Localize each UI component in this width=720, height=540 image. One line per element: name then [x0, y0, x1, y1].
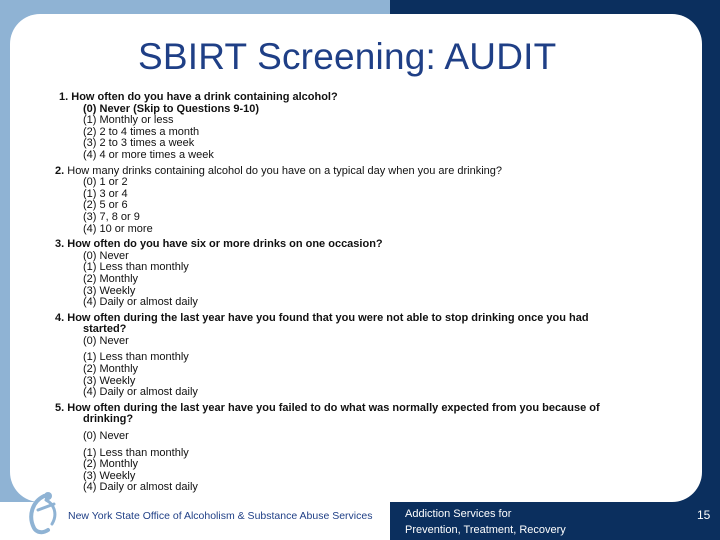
question-4-option: (4) Daily or almost daily: [83, 386, 198, 399]
question-5-option: (1) Less than monthly: [83, 446, 189, 459]
slide-title: SBIRT Screening: AUDIT: [138, 36, 557, 77]
question-4-option: (2) Monthly: [83, 363, 139, 376]
question-5-option: (0) Never: [83, 430, 129, 443]
question-4-text-line2: started?: [83, 323, 127, 336]
question-5-heading: [55, 403, 665, 426]
question-5-text-line1: How often during the last year have you failed to do what was normally expected from you because of: [67, 401, 600, 414]
question-2-option: (0) 1 or 2: [83, 176, 128, 189]
question-2-option: (2) 5 or 6: [83, 199, 128, 212]
question-4-options: [55, 336, 665, 399]
question-4-number: 4.: [55, 311, 65, 324]
question-3-option: (2) Monthly: [83, 272, 139, 285]
question-2-option: (1) 3 or 4: [83, 187, 128, 200]
question-1-option: (2) 2 to 4 times a month: [83, 125, 200, 138]
question-2: [55, 166, 665, 236]
question-3-option: (1) Less than monthly: [83, 261, 189, 274]
question-4-heading: [55, 313, 665, 336]
question-3-heading: [55, 239, 665, 251]
footer-tagline-line1: Addiction Services for: [405, 508, 512, 520]
question-4: [55, 313, 665, 399]
question-4-option: (3) Weekly: [83, 374, 136, 387]
question-1-heading: [55, 92, 665, 104]
question-2-option: (4) 10 or more: [83, 222, 153, 235]
question-2-text: How many drinks containing alcohol do you have on a typical day when you are drinking?: [67, 164, 503, 177]
question-2-option: (3) 7, 8 or 9: [83, 210, 140, 223]
question-5-option: (2) Monthly: [83, 458, 139, 471]
question-2-heading: [55, 166, 665, 178]
question-3-option: (0) Never: [83, 249, 129, 262]
question-3-option: (4) Daily or almost daily: [83, 296, 198, 309]
question-3-option: (3) Weekly: [83, 284, 136, 297]
question-3-options: [55, 251, 665, 309]
question-1-options: [55, 104, 665, 162]
oasas-figure-logo-icon: [24, 490, 64, 536]
audit-questionnaire: [55, 92, 665, 494]
question-5-number: 5.: [55, 401, 65, 414]
question-3: [55, 239, 665, 309]
footer-agency-name: New York State Office of Alcoholism & Substance Abuse Services: [68, 510, 373, 522]
question-5-option: (4) Daily or almost daily: [83, 481, 198, 494]
question-1: [55, 92, 665, 162]
page-number: 15: [697, 508, 711, 522]
question-5-options: [55, 431, 665, 494]
footer-tagline: [405, 506, 566, 538]
question-1-option: (0) Never (Skip to Questions 9-10): [83, 102, 260, 115]
question-2-options: [55, 177, 665, 235]
question-3-number: 3.: [55, 238, 65, 251]
question-4-text-line1: How often during the last year have you found that you were not able to stop drinking once you had: [67, 311, 589, 324]
question-2-number: 2.: [55, 164, 65, 177]
footer-tagline-line2: Prevention, Treatment, Recovery: [405, 524, 566, 536]
question-1-option: (3) 2 to 3 times a week: [83, 137, 195, 150]
question-1-option: (1) Monthly or less: [83, 114, 174, 127]
question-3-text: How often do you have six or more drinks on one occasion?: [67, 238, 383, 251]
question-1-text: How often do you have a drink containing alcohol?: [71, 91, 338, 103]
question-1-number: 1.: [59, 91, 69, 103]
question-5-text-line2: drinking?: [83, 413, 134, 426]
question-1-option: (4) 4 or more times a week: [83, 148, 214, 161]
question-4-option: (1) Less than monthly: [83, 351, 189, 364]
question-4-option: (0) Never: [83, 334, 129, 347]
question-5-option: (3) Weekly: [83, 469, 136, 482]
question-5: [55, 403, 665, 494]
